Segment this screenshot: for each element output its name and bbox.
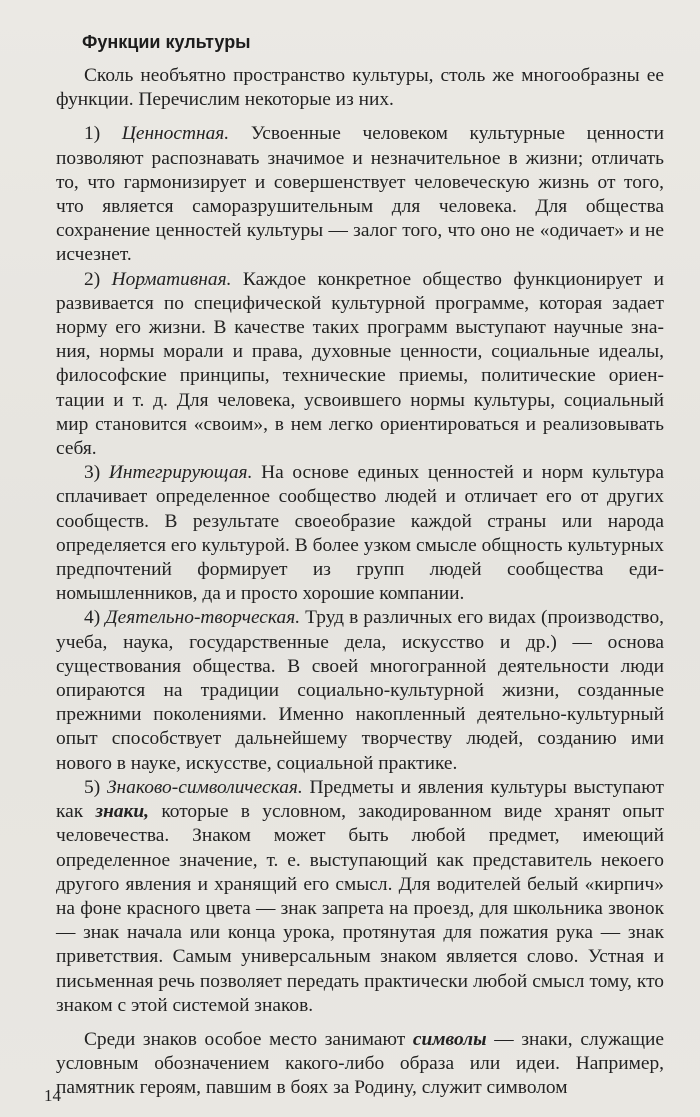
function-number: 1) — [84, 123, 101, 145]
closing-text-before: Среди знаков особое место занимают — [84, 1028, 413, 1050]
function-text-after: которые в условном, закодированном виде хранят опыт человечества. Знаком может быть любой предмет, имеющий определенное значение, т. е. выступающий как представитель некоего другого явления и хранящий его смысл. Для водителей белый «кирпич» на фоне красного цвета — знак запрета на проезд, для школьника звонок — знак начала или конца урока, протянутая для пожатия рука — знак приветствия. Самым универсальным знаком является слово. Устная и письменная речь позволяет передать практически любой смысл тому, кто знаком с этой системой знаков. — [56, 801, 664, 1016]
page-content — [56, 30, 664, 1101]
emphasis-term-znaki: знаки, — [95, 801, 149, 823]
function-number: 4) — [84, 607, 101, 629]
function-term: Деятельно-творческая. — [105, 607, 301, 629]
function-text-before: Предметы и явления культуры выступают как — [56, 776, 664, 823]
function-term: Нормативная. — [111, 268, 232, 290]
page-number: 14 — [44, 1086, 61, 1105]
function-paragraph-3 — [56, 461, 664, 606]
closing-text-after: — знаки, служащие условным обозначением какого-либо образа или идеи. Например, памятник героям, павшим в боях за Родину, служит символом — [56, 1028, 664, 1099]
function-number: 2) — [84, 268, 101, 290]
section-heading: Функции культуры — [82, 32, 251, 52]
function-text: На основе единых ценностей и норм культура сплачивает определенное сообщество людей и отличает его от других сообществ. В результате своеобразие каждой страны или народа определяется его культурой. В более узком смысле общность культурных предпочтений формирует из групп людей сообщества единомышленников, да и просто хорошие компании. — [56, 462, 664, 605]
function-term: Знаково-символическая. — [106, 776, 303, 798]
function-number: 5) — [84, 776, 101, 798]
emphasis-term-simvoly: символы — [412, 1028, 487, 1050]
function-term: Ценностная. — [121, 123, 230, 145]
function-number: 3) — [84, 462, 101, 484]
closing-paragraph — [56, 1028, 664, 1101]
function-text: Каждое конкретное общество функционирует и развивается по специфической культурной программе, которая задает норму его жизни. В качестве таких программ выступают научные знания, нормы морали и права, духовные ценности, социальные идеалы, философские принципы, технические приемы, политические ориентации и т. д. Для человека, усвоившего нормы культуры, социальный мир становится «своим», в нем легко ориентироваться и реализовывать себя. — [56, 268, 664, 460]
function-paragraph-1 — [56, 122, 664, 267]
function-text: Усвоенные человеком культурные ценности позволяют распознавать значимое и незначительное в жизни; отличать то, что гармонизирует и совершенствует человеческую жизнь от того, что является саморазрушительным для человека. Для общества сохранение ценностей культуры — залог того, что оно не «одичает» и не исчезнет. — [56, 123, 664, 266]
function-paragraph-5 — [56, 776, 664, 1018]
function-term: Интегрирующая. — [108, 462, 253, 484]
function-paragraph-2 — [56, 268, 664, 462]
function-paragraph-4 — [56, 606, 664, 775]
intro-paragraph: Сколь необъятно пространство культуры, столь же многообразны ее функции. Перечислим некоторые из них. — [56, 65, 664, 111]
function-text: Труд в различных его видах (производство, учеба, наука, государственные дела, искусство и др.) — основа существования общества. В своей многогранной деятельности люди опираются на традиции социально-культурной жизни, созданные прежними поколениями. Именно накопленный деятельно-культурный опыт способствует дальнейшему творчеству людей, созданию ими нового в науке, искусстве, социальной практике. — [56, 607, 664, 774]
